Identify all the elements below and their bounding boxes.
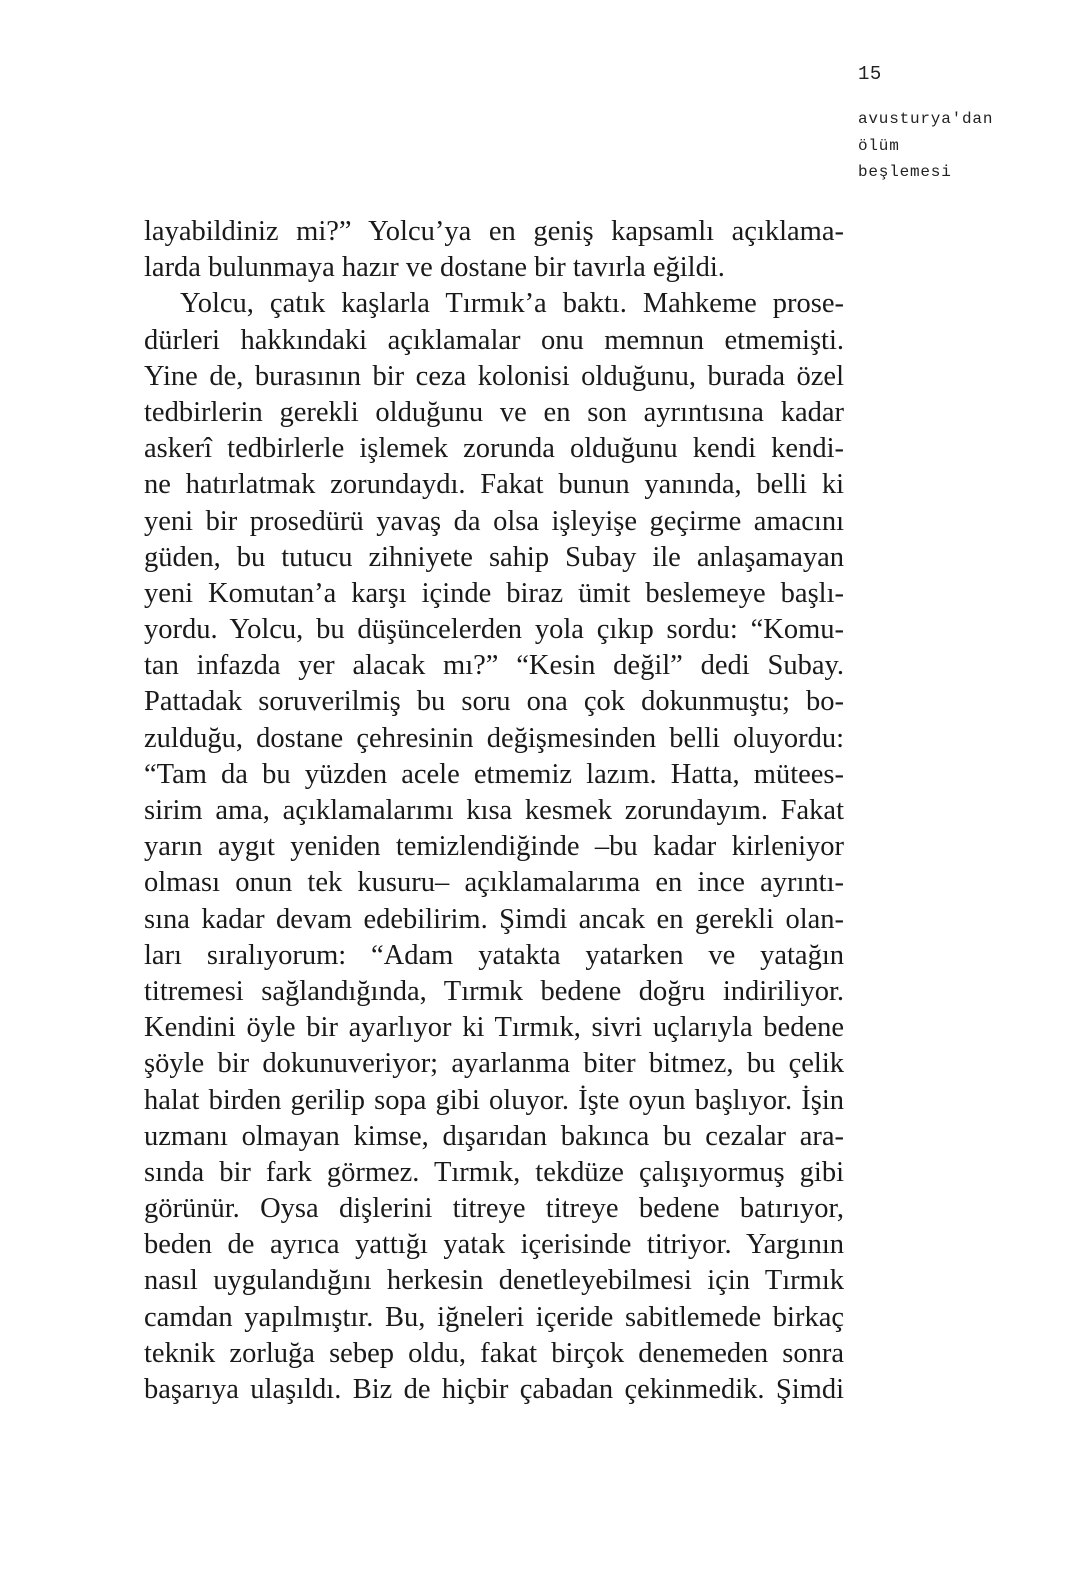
- text-line: “Tam da bu yüzden acele etmemiz lazım. Hatta, mütees-: [144, 758, 844, 790]
- page-header: [858, 62, 1058, 186]
- text-line: camdan yapılmıştır. Bu, iğneleri içeride sabitlemede birkaç: [144, 1301, 844, 1333]
- text-line: nasıl uygulandığını herkesin denetleyebilmesi için Tırmık: [144, 1265, 844, 1297]
- text-line: Yolcu, çatık kaşlarla Tırmık’a baktı. Mahkeme prose-: [180, 288, 844, 320]
- text-line: ları sıralıyorum: “Adam yatakta yatarken ve yatağın: [144, 939, 844, 971]
- text-line: Kendini öyle bir ayarlıyor ki Tırmık, sivri uçlarıyla bedene: [144, 1012, 844, 1044]
- text-line: sında bir fark görmez. Tırmık, tekdüze çalışıyormuş gibi: [144, 1156, 844, 1188]
- running-title-line: avusturya'dan: [858, 110, 994, 128]
- text-line: askerî tedbirlerle işlemek zorunda olduğunu kendi kendi-: [144, 433, 844, 465]
- text-line: beden de ayrıca yattığı yatak içerisinde titriyor. Yargının: [144, 1229, 844, 1261]
- text-line: uzmanı olmayan kimse, dışarıdan bakınca bu cezalar ara-: [144, 1120, 844, 1152]
- text-line: zulduğu, dostane çehresinin değişmesinden belli oluyordu:: [144, 722, 844, 754]
- text-line: titremesi sağlandığında, Tırmık bedene doğru indiriliyor.: [144, 975, 844, 1007]
- text-line: sına kadar devam edebilirim. Şimdi ancak en gerekli olan-: [144, 903, 844, 935]
- running-title: [858, 106, 1058, 186]
- text-line: yeni bir prosedürü yavaş da olsa işleyişe geçirme amacını: [144, 505, 844, 537]
- text-line: layabildiniz mi?” Yolcu’ya en geniş kapsamlı açıklama-: [144, 216, 844, 247]
- text-line: şöyle bir dokunuveriyor; ayarlanma biter bitmez, bu çelik: [144, 1048, 844, 1080]
- text-line: olması onun tek kusuru– açıklamalarıma en ince ayrıntı-: [144, 867, 844, 899]
- text-line: yarın aygıt yeniden temizlendiğinde –bu kadar kirleniyor: [144, 831, 844, 863]
- running-title-line: beşlemesi: [858, 163, 952, 181]
- page-number: 15: [858, 63, 882, 85]
- body-text: [144, 214, 844, 1408]
- text-line: ne hatırlatmak zorundaydı. Fakat bunun yanında, belli ki: [144, 469, 844, 501]
- running-title-line: ölüm: [858, 136, 900, 155]
- text-line: Yine de, burasının bir ceza kolonisi olduğunu, burada özel: [144, 360, 844, 392]
- text-line: yordu. Yolcu, bu düşüncelerden yola çıkıp sordu: “Komu-: [144, 614, 844, 646]
- text-line: güden, bu tutucu zihniyete sahip Subay ile anlaşamayan: [144, 541, 844, 573]
- text-line: dürleri hakkındaki açıklamalar onu memnun etmemişti.: [144, 324, 844, 356]
- text-line: larda bulunmaya hazır ve dostane bir tavırla eğildi.: [144, 252, 725, 284]
- text-line: teknik zorluğa sebep oldu, fakat birçok denemeden sonra: [144, 1337, 844, 1369]
- text-line: sirim ama, açıklamalarımı kısa kesmek zorundayım. Fakat: [144, 795, 844, 826]
- text-line: başarıya ulaşıldı. Biz de hiçbir çabadan çekinmedik. Şimdi: [144, 1374, 844, 1405]
- text-line: tedbirlerin gerekli olduğunu ve en son ayrıntısına kadar: [144, 396, 844, 428]
- text-line: yeni Komutan’a karşı içinde biraz ümit beslemeye başlı-: [144, 577, 844, 609]
- text-line: tan infazda yer alacak mı?” “Kesin değil” dedi Subay.: [144, 650, 844, 682]
- text-line: görünür. Oysa dişlerini titreye titreye bedene batırıyor,: [144, 1193, 844, 1225]
- text-line: Pattadak soruverilmiş bu soru ona çok dokunmuştu; bo-: [144, 686, 844, 718]
- text-line: halat birden gerilip sopa gibi oluyor. İşte oyun başlıyor. İşin: [144, 1084, 844, 1116]
